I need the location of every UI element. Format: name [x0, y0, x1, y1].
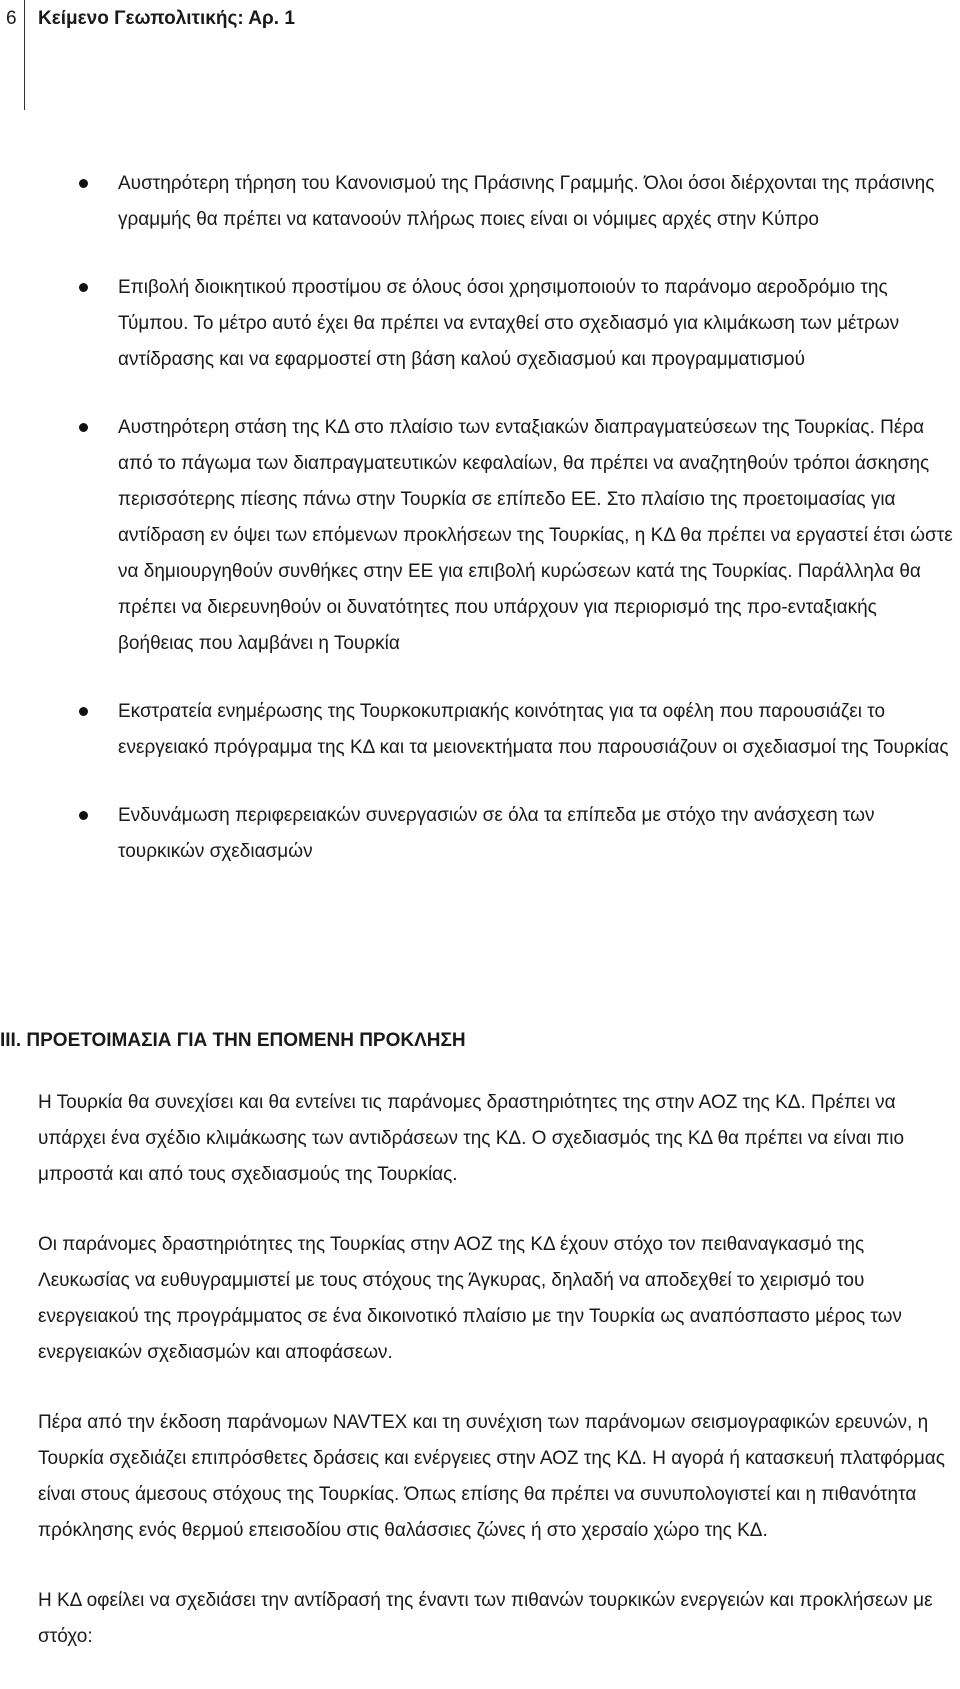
- list-item-text: Εκστρατεία ενημέρωσης της Τουρκοκυπριακής κοινότητας για τα οφέλη που παρουσιάζει το ενεργειακό πρόγραμμα της ΚΔ και τα μειονεκτήματα που παρουσιάζουν οι σχεδιασμοί της Τουρκίας: [118, 701, 949, 758]
- paragraph: Η ΚΔ οφείλει να σχεδιάσει την αντίδρασή της έναντι των πιθανών τουρκικών ενεργειών και προκλήσεων με στόχο:: [38, 1590, 933, 1647]
- list-item-text: Επιβολή διοικητικού προστίμου σε όλους όσοι χρησιμοποιούν το παράνομο αεροδρόμιο της Τύμπου. Το μέτρο αυτό έχει θα πρέπει να ενταχθεί στο σχεδιασμό για κλιμάκωση των μέτρων αντίδρασης και να εφαρμοστεί στη βάση καλού σχεδιασμού και προγραμματισμού: [118, 277, 900, 370]
- list-item: [0, 694, 960, 766]
- bullet-icon: [79, 423, 88, 432]
- page-number: 6: [6, 8, 17, 29]
- paragraph: Η Τουρκία θα συνεχίσει και θα εντείνει τις παράνομες δραστηριότητες της στην ΑΟΖ της ΚΔ. Πρέπει να υπάρχει ένα σχέδιο κλιμάκωσης των αντιδράσεων της ΚΔ. Ο σχεδιασμός της ΚΔ θα πρέπει να είναι πιο μπροστά και από τους σχεδιασμούς της Τουρκίας.: [38, 1092, 905, 1185]
- list-item: [0, 798, 960, 870]
- bullet-icon: [79, 283, 88, 292]
- header-divider: [24, 0, 25, 110]
- section-heading: III. ΠΡΟΕΤΟΙΜΑΣΙΑ ΓΙΑ ΤΗΝ ΕΠΟΜΕΝΗ ΠΡΟΚΛΗΣΗ: [0, 1030, 466, 1051]
- running-title: Κείμενο Γεωπολιτικής: Αρ. 1: [38, 8, 295, 29]
- list-item-text: Αυστηρότερη τήρηση του Κανονισμού της Πράσινης Γραμμής. Όλοι όσοι διέρχονται της πράσινης γραμμής θα πρέπει να κατανοούν πλήρως ποιες είναι οι νόμιμες αρχές στην Κύπρο: [118, 173, 935, 230]
- list-item-text: Αυστηρότερη στάση της ΚΔ στο πλαίσιο των ενταξιακών διαπραγματεύσεων της Τουρκίας. Πέρα από το πάγωμα των διαπραγματευτικών κεφαλαίων, θα πρέπει να αναζητηθούν τρόποι άσκησης περισσότερης πίεσης πάνω στην Τουρκία σε επίπεδο ΕΕ. Στο πλαίσιο της προετοιμασίας για αντίδραση εν όψει των επόμενων προκλήσεων της Τουρκίας, η ΚΔ θα πρέπει να εργαστεί έτσι ώστε να δημιουργηθούν συνθήκες στην ΕΕ για επιβολή κυρώσεων κατά της Τουρκίας. Παράλληλα θα πρέπει να διερευνηθούν οι δυνατότητες που υπάρχουν για περιορισμό της προ-ενταξιακής βοήθειας που λαμβάνει η Τουρκία: [118, 417, 953, 654]
- list-item: [0, 410, 960, 662]
- list-item-text: Ενδυνάμωση περιφερειακών συνεργασιών σε όλα τα επίπεδα με στόχο την ανάσχεση των τουρκικών σχεδιασμών: [118, 805, 875, 862]
- bullet-icon: [79, 811, 88, 820]
- paragraph: Οι παράνομες δραστηριότητες της Τουρκίας στην ΑΟΖ της ΚΔ έχουν στόχο τον πειθαναγκασμό της Λευκωσίας να ευθυγραμμιστεί με τους στόχους της Άγκυρας, δηλαδή να αποδεχθεί το χειρισμό του ενεργειακού της προγράμματος σε ένα δικοινοτικό πλαίσιο με την Τουρκία ως αναπόσπαστο μέρος των ενεργειακών σχεδιασμών και αποφάσεων.: [38, 1234, 902, 1363]
- bullet-icon: [79, 707, 88, 716]
- section-body: [38, 1085, 958, 1689]
- bullet-icon: [79, 179, 88, 188]
- bullet-list: [0, 166, 960, 902]
- paragraph: Πέρα από την έκδοση παράνομων NAVTEX και τη συνέχιση των παράνομων σεισμογραφικών ερευνών, η Τουρκία σχεδιάζει επιπρόσθετες δράσεις και ενέργειες στην ΑΟΖ της ΚΔ. Η αγορά ή κατασκευή πλατφόρμας είναι στους άμεσους στόχους της Τουρκίας. Όπως επίσης θα πρέπει να συνυπολογιστεί και η πιθανότητα πρόκλησης ενός θερμού επεισοδίου στις θαλάσσιες ζώνες ή στο χερσαίο χώρο της ΚΔ.: [38, 1412, 945, 1541]
- list-item: [0, 166, 960, 238]
- list-item: [0, 270, 960, 378]
